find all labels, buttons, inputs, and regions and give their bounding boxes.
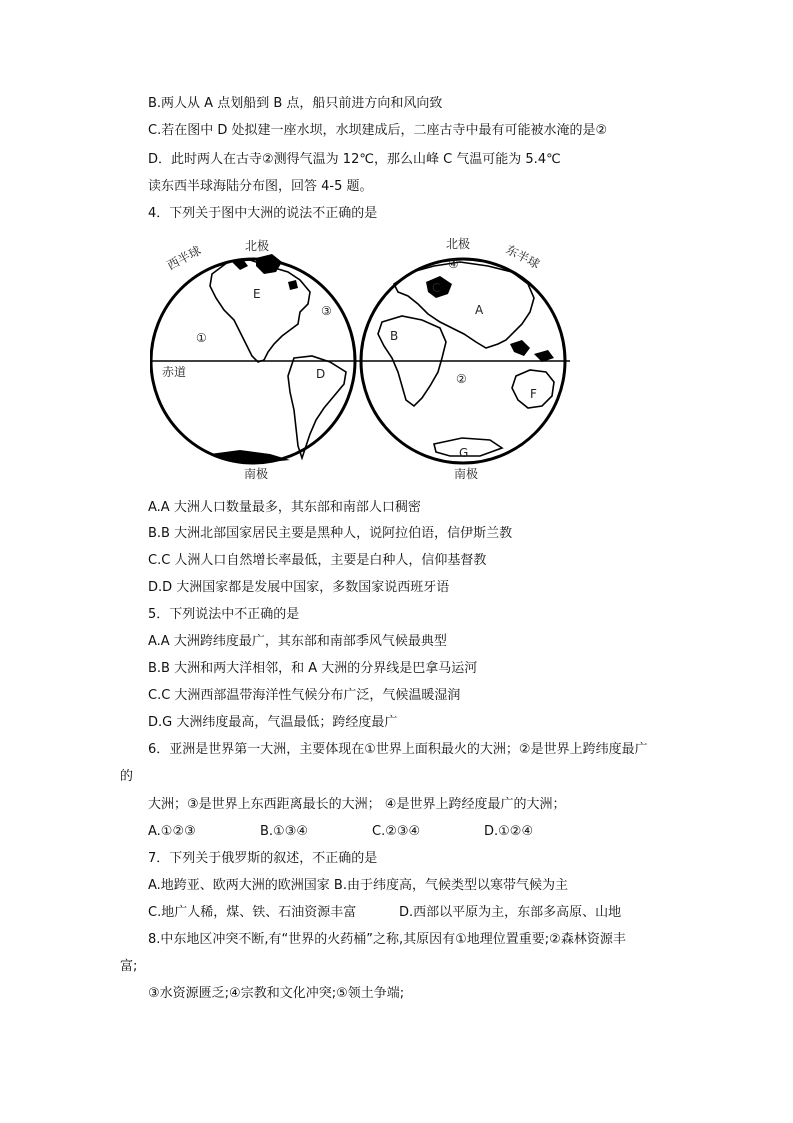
label-F: F	[530, 387, 537, 401]
question-5: 5．下列说法中不正确的是	[148, 607, 300, 622]
north-america-land	[210, 260, 310, 362]
hemisphere-map	[150, 232, 575, 490]
eurasia-land	[394, 262, 534, 348]
q7-option-ab: A.地跨亚、欧两大洲的欧洲国家 B.由于纬度高，气候类型以寒带气候为主	[148, 878, 568, 893]
mark-4: ④	[448, 257, 459, 271]
q4-option-d: D.D 大洲国家都是发展中国家，多数国家说西班牙语	[148, 580, 450, 595]
southeast-asia-islands	[510, 340, 554, 362]
south-pole-west-label: 南极	[244, 467, 269, 481]
q6-option-c: C.②③④	[372, 824, 421, 839]
q5-option-a: A.A 大洲跨纬度最广，其东部和南部季风气候最典型	[148, 634, 447, 649]
question-8: 8.中东地区冲突不断,有“世界的火药桶”之称,其原因有①地理位置重要;②森林资源丰	[148, 932, 626, 947]
north-pole-east-label: 北极	[446, 237, 471, 251]
label-D: D	[316, 367, 326, 381]
q4-option-c: C.C 人洲人口自然增长率最低，主要是白种人，信仰基督教	[148, 553, 487, 568]
question-8-cont: ③水资源匮乏;④宗教和文化冲突;⑤领土争端;	[148, 986, 405, 1001]
q4-option-a: A.A 大洲人口数量最多，其东部和南部人口稠密	[148, 500, 421, 515]
antarctica-west-land	[210, 450, 290, 464]
mark-3: ③	[321, 304, 332, 318]
q6-option-b: B.①③④	[260, 824, 309, 839]
text-line-2: C.若在图中 D 处拟建一座水坝，水坝建成后，二座古寺中最有可能被水淹的是②	[148, 123, 608, 138]
q5-option-c: C.C 大洲西部温带海洋性气候分布广泛，气候温暖湿润	[148, 688, 461, 703]
south-pole-east-label: 南极	[454, 467, 479, 481]
text-line-1: B.两人从 A 点划船到 B 点，船只前进方向和风向致	[148, 96, 443, 111]
q7-option-d: D.西部以平原为主，东部多高原、山地	[399, 905, 622, 920]
east-hemisphere-label: 东半球	[503, 242, 542, 272]
label-E: E	[253, 287, 261, 301]
north-pole-west-label: 北极	[245, 239, 270, 253]
label-A: A	[475, 303, 484, 317]
q4-option-b: B.B 大洲北部国家居民主要是黑种人，说阿拉伯语，信伊斯兰教	[148, 526, 513, 541]
equator-label: 赤道	[162, 365, 187, 379]
q5-option-d: D.G 大洲纬度最高，气温最低；跨经度最广	[148, 715, 398, 730]
question-6-wrap: 的	[120, 769, 134, 784]
label-G: G	[459, 446, 469, 460]
question-6: 6．亚洲是世界第一大洲，主要体现在①世界上面积最火的大洲；②是世界上跨纬度最广	[148, 742, 648, 757]
question-8-wrap: 富;	[120, 959, 138, 974]
q7-option-c: C.地广人稀，煤、铁、石油资源丰富	[148, 905, 357, 920]
west-hemisphere-label: 西半球	[164, 243, 204, 273]
text-line-4: 读东西半球海陆分布图，回答 4-5 题。	[148, 179, 373, 194]
q6-option-d: D.①②④	[484, 824, 534, 839]
label-C: C	[432, 281, 441, 295]
greenland-land	[256, 254, 282, 274]
label-B: B	[390, 329, 399, 343]
mark-1: ①	[196, 331, 207, 345]
q6-option-a: A.①②③	[148, 824, 196, 839]
question-7: 7．下列关于俄罗斯的叙述，不正确的是	[148, 851, 378, 866]
question-6-cont: 大洲；③是世界上东西距离最长的大洲； ④是世界上跨经度最广的大洲；	[148, 797, 566, 812]
text-line-3: D．此时两人在古寺②测得气温为 12℃，那么山峰 C 气温可能为 5.4℃	[148, 152, 561, 167]
question-4: 4．下列关于图中大洲的说法不正确的是	[148, 206, 378, 221]
mark-2: ②	[456, 372, 467, 386]
q5-option-b: B.B 大洲和两大洋相邻，和 A 大洲的分界线是巴拿马运河	[148, 661, 478, 676]
